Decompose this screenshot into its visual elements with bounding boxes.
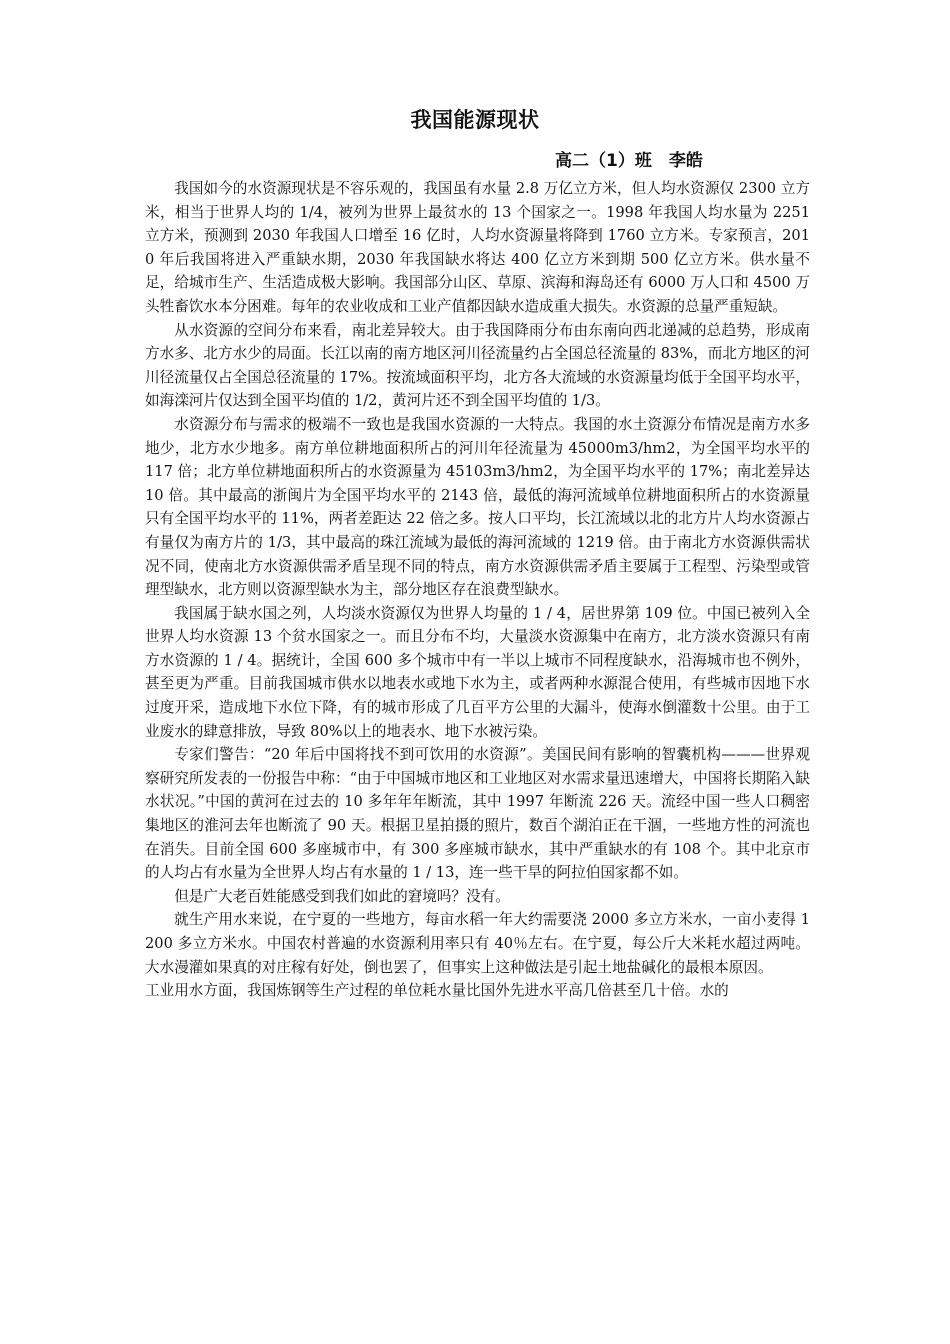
paragraph-public-awareness: 但是广大老百姓能感受到我们如此的窘境吗？没有。	[174, 887, 510, 905]
paragraph-supply-demand-mismatch: 水资源分布与需求的极端不一致也是我国水资源的一大特点。我国的水土资源分布情况是南方水多地少，北方水少地多。南方单位耕地面积所占的河川年径流量为 45000m3/hm2，为全国平均水平的 117 倍；北方单位耕地面积所占的水资源量为 45103m3/hm2，为全国平均水平的 17%；南北差异达 10 倍。其中最高的浙闽片为全国平均水平的 2143 倍，最低的海河流域单位耕地面积所占的水资源量只有全国平均水平的 11%，两者差距达 22 倍之多。按人口平均，长江流域以北的北方片人均水资源占有量仅为南方片的 1/3，其中最高的珠江流域为最低的海河流域的 1219 倍。由于南北方水资源供需状况不同，使南北方水资源供需矛盾呈现不同的特点，南方水资源供需矛盾主要属于工程型、污染型或管理型缺水，北方则以资源型缺水为主，部分地区存在浪费型缺水。	[145, 415, 810, 599]
document-body	[145, 177, 810, 1003]
paragraph-spatial-distribution: 从水资源的空间分布来看，南北差异较大。由于我国降雨分布由东南向西北递减的总趋势，形成南方水多、北方水少的局面。长江以南的南方地区河川径流量约占全国总径流量的 83%，而北方地区的河川径流量仅占全国总径流量的 17%。按流域面积平均，北方各大流域的水资源量均低于全国平均水平，如海滦河片仅达到全国平均值的 1/2，黄河片还不到全国平均值的 1/3。	[145, 321, 810, 410]
author-line: 高二（1）班 李皓	[555, 151, 703, 171]
paragraph-expert-warning: 专家们警告：“20 年后中国将找不到可饮用的水资源”。美国民间有影响的智囊机构———世界观察研究所发表的一份报告中称：“由于中国城市地区和工业地区对水需求量迅速增大，中国将长期陷入缺水状况。”中国的黄河在过去的 10 多年年年断流，其中 1997 年断流 226 天。流经中国一些人口稠密集地区的淮河去年也断流了 90 天。根据卫星拍摄的照片，数百个湖泊正在干涸，一些地方性的河流也在消失。目前全国 600 多座城市中，有 300 多座城市缺水，其中严重缺水的有 108 个。其中北京市的人均占有水量为全世界人均占有水量的 1 / 13，连一些干旱的阿拉伯国家都不如。	[145, 746, 810, 882]
document-title: 我国能源现状	[410, 108, 540, 132]
paragraph-industrial-water: 工业用水方面，我国炼钢等生产过程的单位耗水量比国外先进水平高几倍甚至几十倍。水的	[145, 982, 729, 1000]
paragraph-water-status: 我国如今的水资源现状是不容乐观的，我国虽有水量 2.8 万亿立方米，但人均水资源仅 2300 立方米，相当于世界人均的 1/4，被列为世界上最贫水的 13 个国家之一。1998 年我国人均水量为 2251 立方米，预测到 2030 年我国人口增至 16 亿时，人均水资源量将降到 1760 立方米。专家预言，2010 年后我国将进入严重缺水期，2030 年我国缺水将达 400 亿立方米到期 500 亿立方米。供水量不足，给城市生产、生活造成极大影响。我国部分山区、草原、滨海和海岛还有 6000 万人口和 4500 万头牲畜饮水本分困难。每年的农业收成和工业产值都因缺水造成重大损失。水资源的总量严重短缺。	[145, 180, 810, 315]
paragraph-water-shortage-country: 我国属于缺水国之列，人均淡水资源仅为世界人均量的 1 / 4，居世界第 109 位。中国已被列入全世界人均水资源 13 个贫水国家之一。而且分布不均，大量淡水资源集中在南方，北方淡水资源只有南方水资源的 1 / 4。据统计，全国 600 多个城市中有一半以上城市不同程度缺水，沿海城市也不例外，甚至更为严重。目前我国城市供水以地表水或地下水为主，或者两种水源混合使用，有些城市因地下水过度开采，造成地下水位下降，有的城市形成了几百平方公里的大漏斗，使海水倒灌数十公里。由于工业废水的肆意排放，导致 80%以上的地表水、地下水被污染。	[145, 604, 810, 740]
paragraph-agricultural-water: 就生产用水来说，在宁夏的一些地方，每亩水稻一年大约需要浇 2000 多立方米水，一亩小麦得 1200 多立方米水。中国农村普遍的水资源利用率只有 40％左右。在宁夏，每公斤大米耗水超过两吨。大水漫灌如果真的对庄稼有好处，倒也罢了，但事实上这种做法是引起土地盐碱化的最根本原因。	[145, 911, 810, 976]
